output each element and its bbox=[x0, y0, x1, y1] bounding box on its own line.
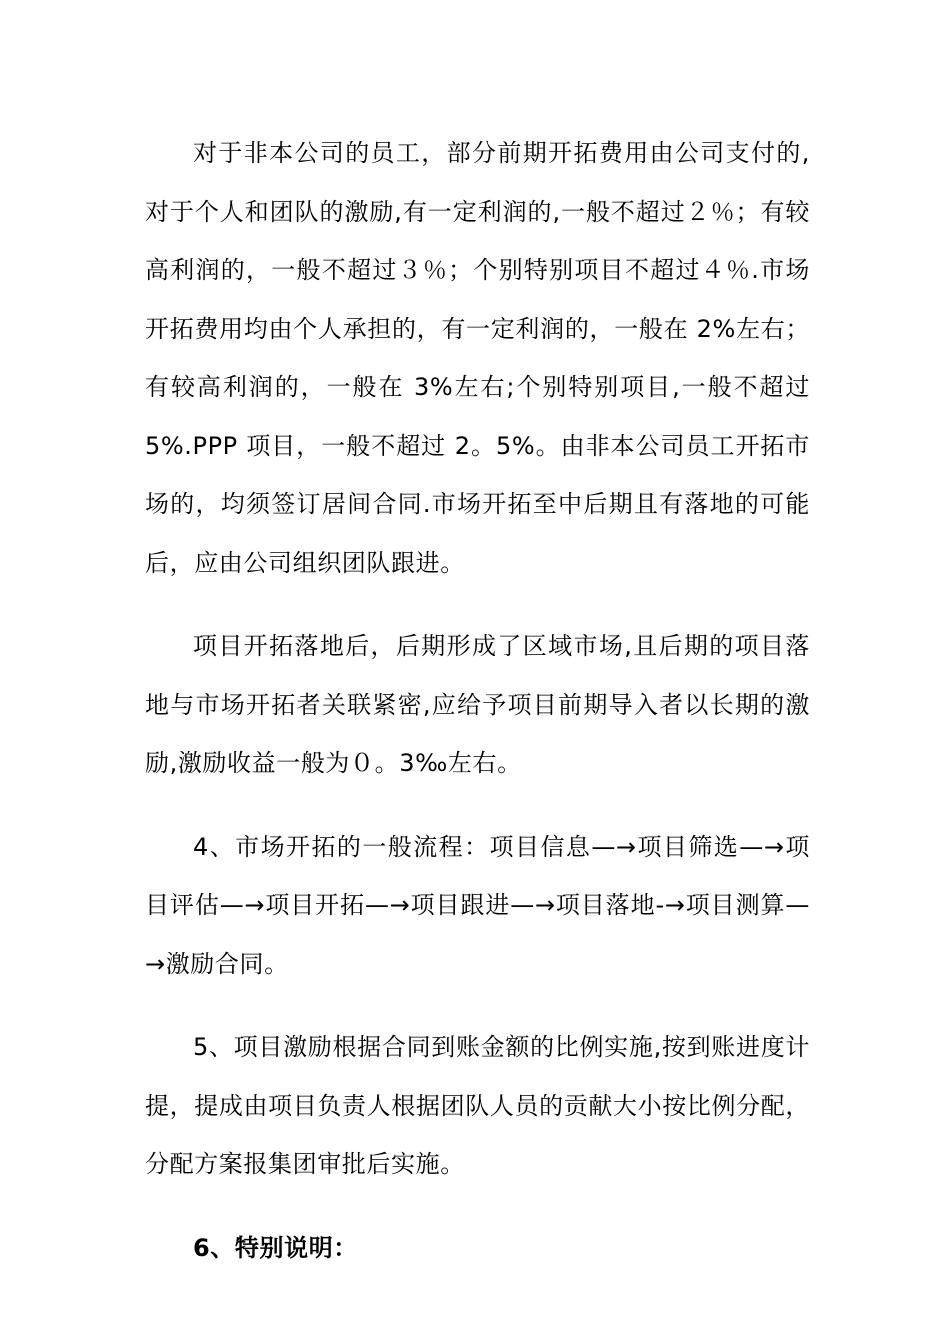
paragraph-incentive-implementation: 5、项目激励根据合同到账金额的比例实施,按到账进度计提，提成由项目负责人根据团队人员的贡献大小按比例分配，分配方案报集团审批后实施。 bbox=[145, 1033, 810, 1178]
paragraph-market-process: 4、市场开拓的一般流程：项目信息—→项目筛选—→项目评估—→项目开拓—→项目跟进—→项目落地-→项目测算—→激励合同。 bbox=[145, 832, 810, 978]
document-body bbox=[145, 124, 810, 1277]
paragraph-incentive-rates: 对于非本公司的员工，部分前期开拓费用由公司支付的,对于个人和团队的激励,有一定利润的,一般不超过２％；有较高利润的，一般不超过３％；个别特别项目不超过４％.市场开拓费用均由个人承担的，有一定利润的，一般在 2%左右；有较高利润的，一般在 3%左右;个别特别项目,一般不超过 5%.PPP 项目，一般不超过 2。5%。由非本公司员工开拓市场的，均须签订居间合同.市场开拓至中后期且有落地的可能后，应由公司组织团队跟进。 bbox=[145, 139, 810, 577]
section-heading-special-notes: 6、特别说明： bbox=[193, 1233, 358, 1262]
paragraph-long-term-incentive: 项目开拓落地后，后期形成了区域市场,且后期的项目落地与市场开拓者关联紧密,应给予项目前期导入者以长期的激励,激励收益一般为０。3‰左右。 bbox=[145, 632, 810, 777]
